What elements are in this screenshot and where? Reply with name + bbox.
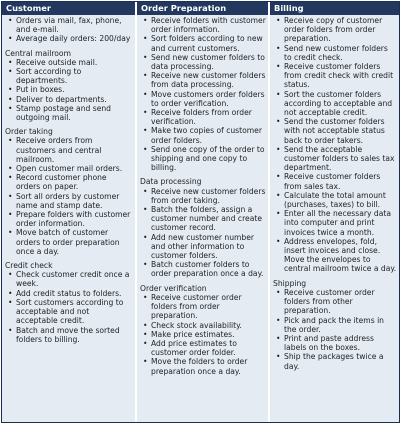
list-item: • Prepare folders with customer order information.	[5, 210, 133, 228]
list-item: • Sort folders according to new and current customers.	[140, 34, 266, 52]
list-item: • Batch customer folders to order preparation once a day.	[140, 260, 266, 278]
column-header: Billing	[270, 2, 399, 15]
bullet-list	[5, 58, 133, 122]
list-item: • Send one copy of the order to shipping and one copy to billing.	[140, 145, 266, 173]
list-item: • Receive customer folders from credit check with credit status.	[273, 62, 397, 90]
customer-column	[2, 2, 135, 422]
list-item: • Record customer phone orders on paper.	[5, 173, 133, 191]
bullet-list	[273, 288, 397, 371]
list-item: • Send the customer folders with not acceptable status back to order takers.	[273, 117, 397, 145]
list-item: • Add new customer number and other information to customer folders.	[140, 233, 266, 261]
column-body	[137, 15, 268, 376]
list-item: • Enter all the necessary data into computer and print invoices twice a month.	[273, 209, 397, 237]
list-item: • Receive customer folders from sales tax.	[273, 172, 397, 190]
bullet-list	[5, 136, 133, 256]
bullet-list	[140, 187, 266, 279]
section-title: Order taking	[5, 127, 53, 137]
bullet-list	[140, 16, 266, 172]
list-item: • Move the folders to order preparation once a day.	[140, 357, 266, 375]
list-item: • Open customer mail orders.	[5, 164, 133, 173]
list-item: • Add credit status to folders.	[5, 289, 133, 298]
list-item: • Ship the packages twice a day.	[273, 352, 397, 370]
list-item: • Sort customers according to acceptable and not acceptable credit.	[5, 298, 133, 326]
list-item: • Batch the folders, assign a customer number and create customer record.	[140, 205, 266, 233]
list-item: • Sort the customer folders according to acceptable and not acceptable credit.	[273, 90, 397, 118]
list-item: • Receive new customer folders from order taking.	[140, 187, 266, 205]
list-item: • Make two copies of customer order folders.	[140, 126, 266, 144]
section-title: Central mailroom	[5, 48, 71, 58]
list-item: • Send new customer folders to credit check.	[273, 44, 397, 62]
list-item: • Add price estimates to customer order folder.	[140, 339, 266, 357]
list-item: • Sort according to departments.	[5, 67, 133, 85]
list-item: • Receive outside mail.	[5, 58, 133, 67]
section-title: Credit check	[5, 261, 53, 271]
list-item: • Move customers order folders to order verification.	[140, 90, 266, 108]
list-item: • Send the acceptable customer folders to sales tax department.	[273, 145, 397, 173]
list-item: • Put in boxes.	[5, 85, 133, 94]
list-item: • Send new customer folders to data processing.	[140, 53, 266, 71]
column-body	[270, 15, 399, 371]
list-item: • Calculate the total amount (purchases, taxes) to bill.	[273, 191, 397, 209]
list-item: • Average daily orders: 200/day	[5, 34, 133, 43]
list-item: • Make price estimates.	[140, 330, 266, 339]
billing-column	[268, 2, 399, 422]
list-item: • Receive copy of customer order folders from order preparation.	[273, 16, 397, 44]
list-item: • Stamp postage and send outgoing mail.	[5, 104, 133, 122]
section-title: Data processing	[140, 177, 202, 187]
list-item: • Deliver to departments.	[5, 95, 133, 104]
bullet-list	[140, 293, 266, 376]
list-item: • Print and paste address labels on the boxes.	[273, 334, 397, 352]
list-item: • Check customer credit once a week.	[5, 270, 133, 288]
list-item: • Receive orders from customers and central mailroom.	[5, 136, 133, 164]
list-item: • Check stock availability.	[140, 321, 266, 330]
list-item: • Address envelopes, fold, insert invoices and close. Move the envelopes to central mailroom twice a day.	[273, 237, 397, 274]
column-header: Customer	[2, 2, 135, 15]
column-header: Order Preparation	[137, 2, 268, 15]
column-body	[2, 15, 135, 344]
list-item: • Move batch of customer orders to order preparation once a day.	[5, 228, 133, 256]
list-item: • Receive new customer folders from data processing.	[140, 71, 266, 89]
bullet-list	[273, 16, 397, 274]
list-item: • Receive customer order folders from order preparation.	[140, 293, 266, 321]
section-title: Order verification	[140, 283, 207, 293]
order-preparation-column	[135, 2, 268, 422]
list-item: • Pick and pack the items in the order.	[273, 316, 397, 334]
list-item: • Receive folders with customer order information.	[140, 16, 266, 34]
process-table	[1, 1, 400, 423]
section-title: Shipping	[273, 278, 307, 288]
list-item: • Sort all orders by customer name and stamp date.	[5, 192, 133, 210]
bullet-list	[5, 16, 133, 44]
list-item: • Receive folders from order verification.	[140, 108, 266, 126]
list-item: • Batch and move the sorted folders to billing.	[5, 326, 133, 344]
list-item: • Receive customer order folders from other preparation.	[273, 288, 397, 316]
bullet-list	[5, 270, 133, 344]
list-item: • Orders via mail, fax, phone, and e-mail.	[5, 16, 133, 34]
